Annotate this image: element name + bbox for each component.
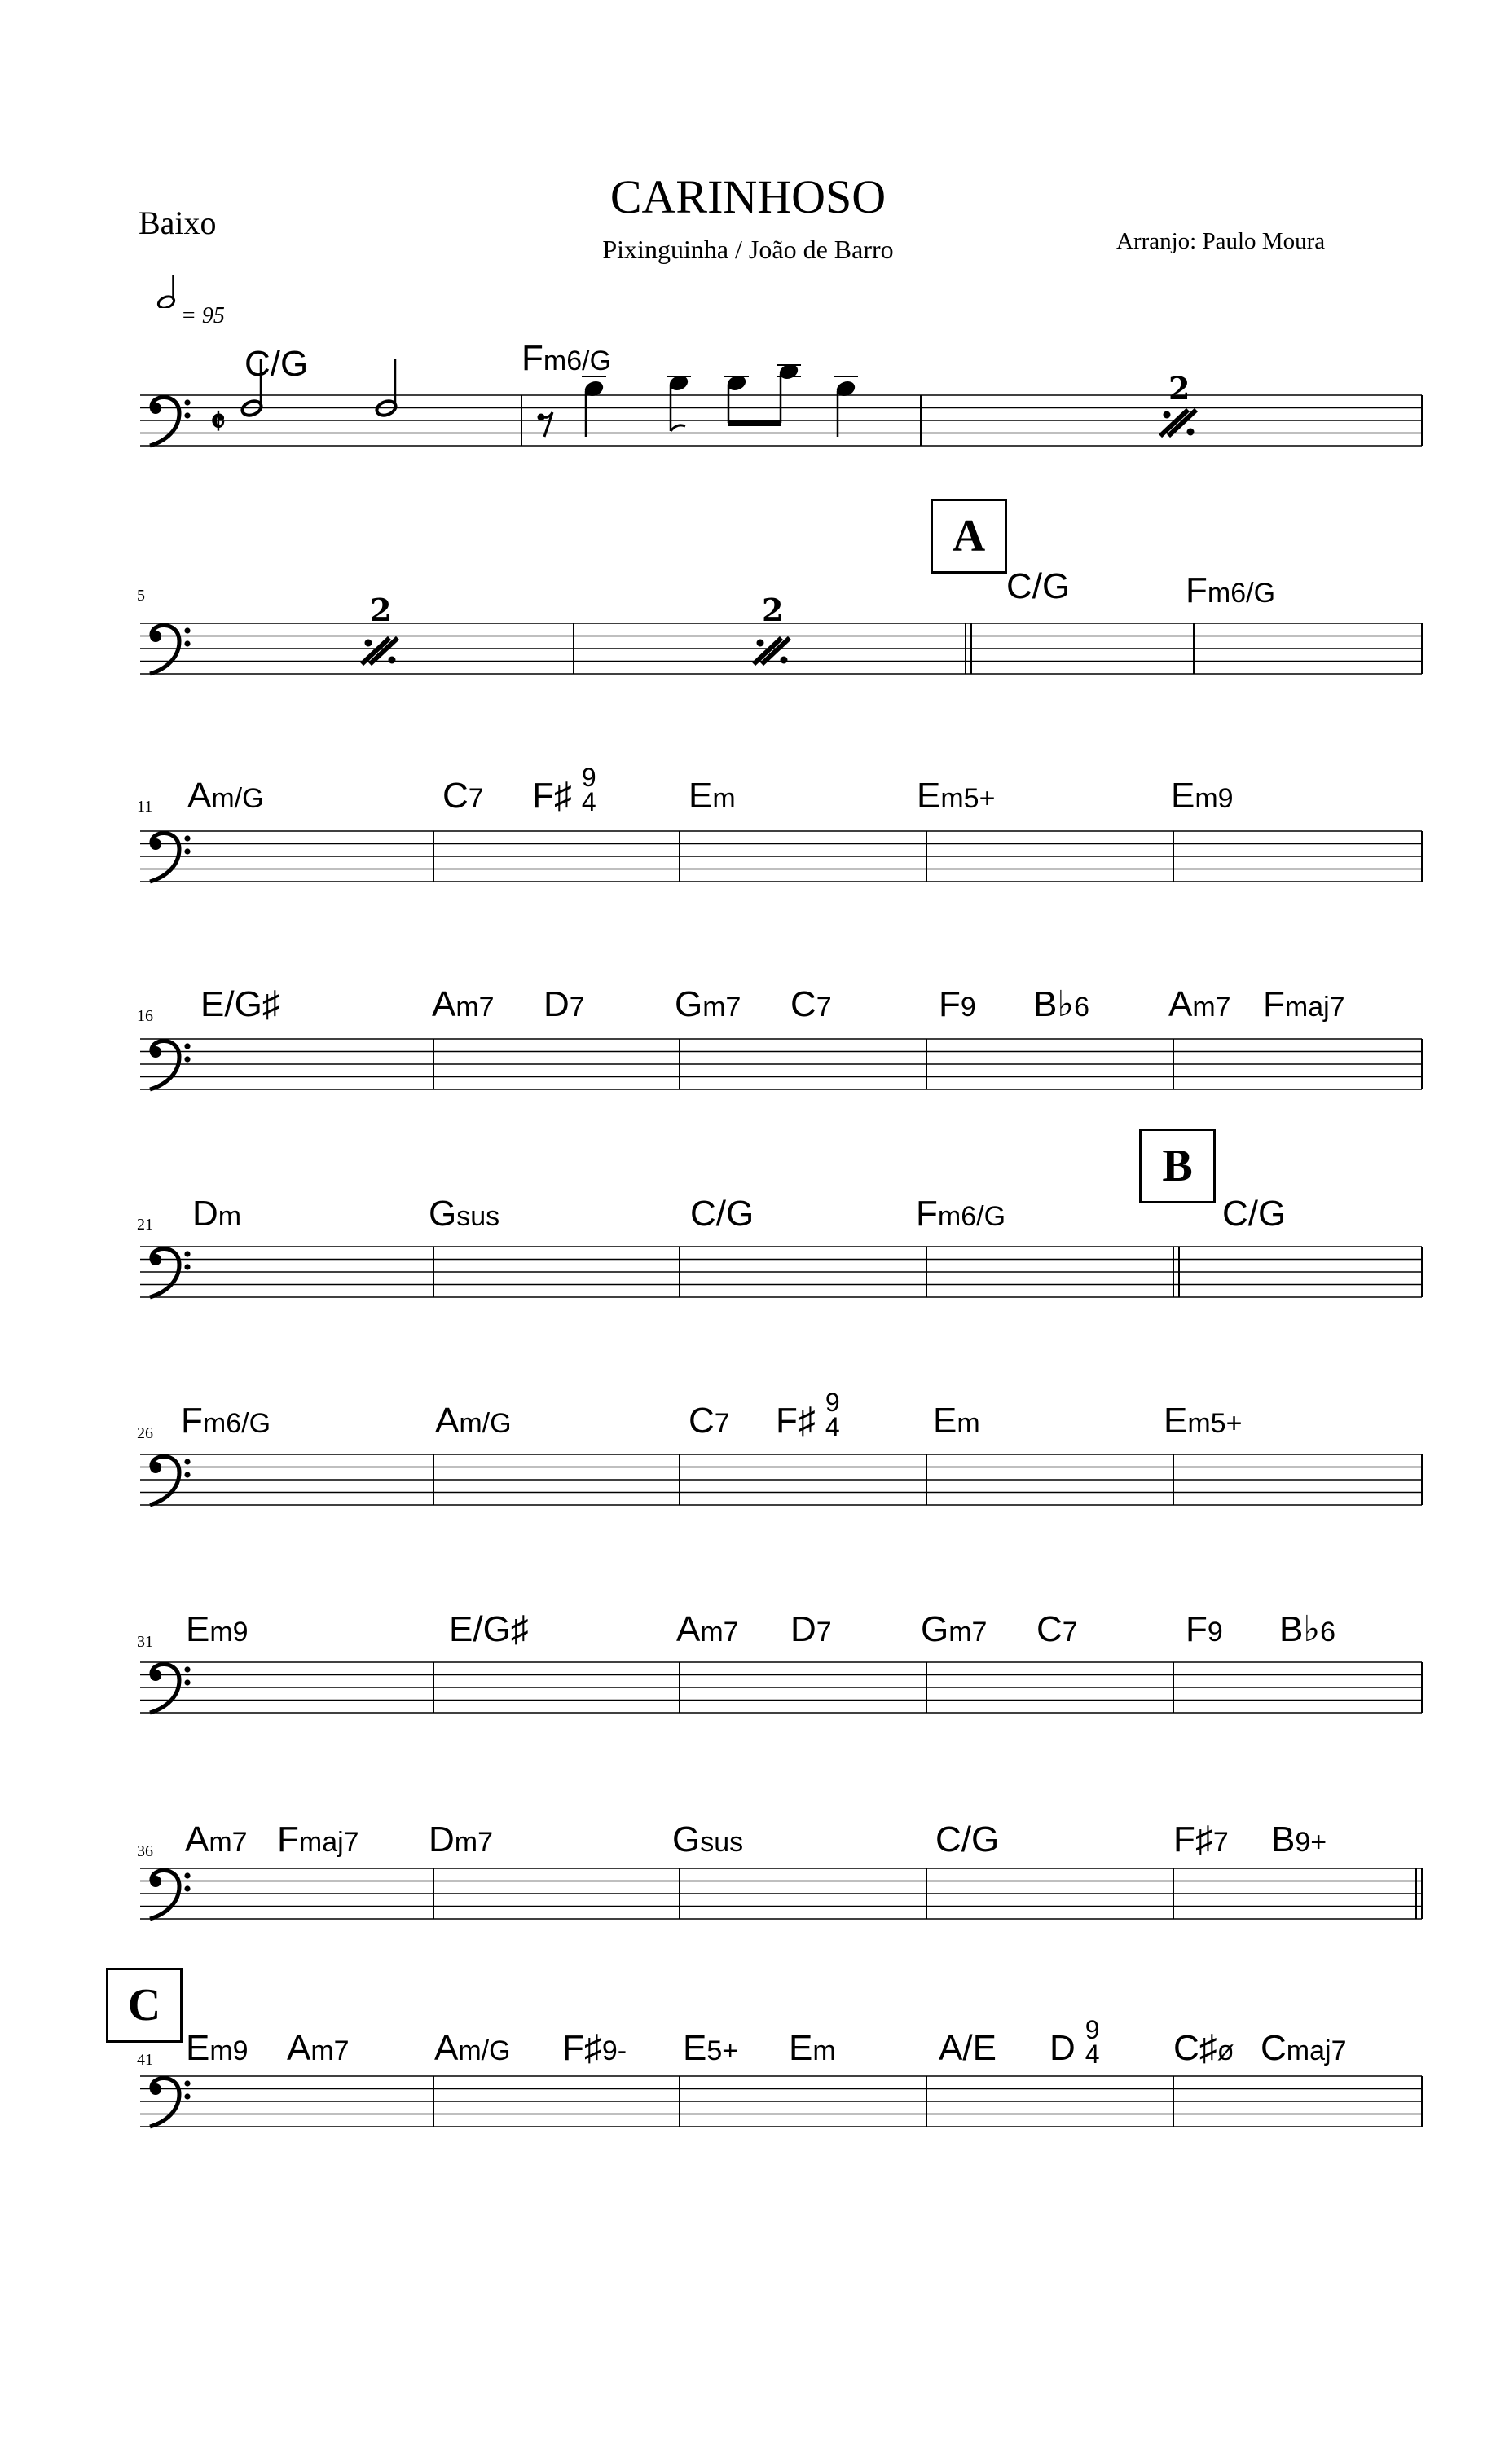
chord-root: F [1186,570,1208,610]
chord-root: A [185,1819,209,1859]
bass-clef [150,1248,191,1297]
bass-clef [150,1041,191,1089]
chord-quality: sus [700,1827,744,1858]
bass-clef [150,397,191,446]
chord-quality: m6/G [202,1408,271,1439]
chord-root: G [675,984,703,1024]
chord-quality: m9 [209,1617,249,1648]
chord-root: C [790,984,816,1024]
bass-clef [150,625,191,674]
chord-quality: m [957,1408,980,1439]
chord-quality: m/G [458,2035,511,2066]
chord-quality: 7 [569,992,585,1023]
chord-root: C [1261,2028,1287,2068]
bass-clef [150,1456,191,1505]
chord-quality: 7 [468,783,484,814]
chord-root: F♯ [1173,1819,1213,1859]
bass-clef [150,833,191,882]
chord-quality: 9 [1207,1617,1223,1648]
chord-root: E [1171,776,1195,816]
chord-root: E [789,2028,813,2068]
chord-quality: m [218,1201,242,1232]
chord-root: C [689,1401,715,1441]
chord-root: F [277,1819,299,1859]
chord-quality: m [712,783,736,814]
chord-root: E [449,1609,473,1649]
chord-root: A [432,984,456,1024]
bass-clefs [150,397,191,2127]
chord-quality: m9 [1195,783,1234,814]
repeat-count: 2 [1168,370,1190,407]
measure-number: 26 [137,1424,153,1442]
bass-clef [150,2078,191,2127]
bass-clef [150,1664,191,1713]
chord-root: C [442,776,469,816]
chord-quality: /G [1032,566,1071,606]
chord-root: E [186,1609,210,1649]
chord-root: F [521,338,543,378]
measure-number: 11 [137,798,153,816]
chord-root: A [435,1401,460,1441]
chord-quality: m/G [459,1408,512,1439]
chord-root: E [689,776,713,816]
repeat-count: 2 [762,592,784,628]
composers: Pixinguinha / João de Barro [602,235,894,264]
chord-quality: m5+ [940,783,996,814]
measure-repeat-1 [1160,410,1196,436]
chord-quality: m6/G [1207,578,1276,609]
chord-quality: /G [1247,1194,1287,1234]
chord-root: C [690,1194,716,1234]
chord-quality: m7 [700,1617,739,1648]
chord-quality: 9+ [1295,1827,1327,1858]
chord-root: E [933,1401,957,1441]
chord-root: C [935,1819,961,1859]
measure-number: 31 [137,1633,153,1651]
chord-quality: sus [456,1201,500,1232]
notes [240,359,858,437]
chord-root: A [187,776,212,816]
chord-quality: m7 [1192,992,1231,1023]
chord-root: F♯ [532,776,572,816]
chord-root: G [429,1194,457,1234]
chord-quality: m7 [702,992,741,1023]
chord-root: D [1049,2028,1076,2068]
measure-number: 21 [137,1216,153,1234]
chord-quality: m/G [211,783,264,814]
measure-repeat-3 [754,638,790,664]
chord-root: A [434,2028,459,2068]
chord-root: F [916,1194,938,1234]
chord-quality: /G [715,1194,755,1234]
chord-quality: /G♯ [473,1609,529,1649]
chord-root: F♯ [776,1401,816,1441]
chord-root: D [790,1609,816,1649]
chord-root: E [186,2028,210,2068]
chord-quality: maj7 [1284,992,1345,1023]
chord-quality: 6 [1320,1617,1336,1648]
rehearsal-mark-c: C [106,1968,183,2043]
chord-quality: 6 [1074,992,1090,1023]
chord-stacked-tension: 9 4 [1085,2015,1100,2069]
chord-root: E [200,984,225,1024]
chord-root: D [543,984,570,1024]
chord-root: C♯ [1173,2028,1217,2068]
staff-systems [140,395,1422,2127]
chord-quality: m7 [454,1827,494,1858]
arranger: Arranjo: Paulo Moura [1116,228,1326,254]
chord-stacked-tension: 9 4 [825,1388,840,1441]
measure-repeat-2 [362,638,398,664]
rehearsal-mark-a: A [931,499,1007,574]
chord-quality: 7 [1062,1617,1078,1648]
chord-quality: 7 [816,1617,832,1648]
chord-quality: m [812,2035,836,2066]
chord-quality: m7 [209,1827,248,1858]
chord-quality: m5+ [1187,1408,1243,1439]
chord-root: F♯ [562,2028,602,2068]
chord-quality: maj7 [298,1827,359,1858]
chord-quality: 9 [960,992,976,1023]
rehearsal-mark-b: B [1139,1129,1216,1203]
chord-quality: 7 [1212,1827,1229,1858]
song-title: CARINHOSO [609,170,887,223]
barlines [433,395,1422,2127]
chord-quality: /E [962,2028,997,2068]
measure-number: 41 [137,2051,153,2069]
chord-quality: 7 [714,1408,730,1439]
chord-root: C [1222,1194,1248,1234]
chord-quality: m7 [310,2035,350,2066]
chord-quality: 5+ [706,2035,739,2066]
chord-quality: m6/G [543,345,612,376]
chord-stacked-tension: 9 4 [581,763,596,816]
chord-root: C [1036,1609,1063,1649]
chord-quality: maj7 [1286,2035,1347,2066]
chord-root: A [676,1609,701,1649]
chord-root: G [672,1819,701,1859]
chord-root: C [1006,566,1032,606]
chord-quality: m6/G [937,1201,1006,1232]
chord-root: A [1168,984,1193,1024]
chord-quality: m9 [209,2035,249,2066]
chord-quality: ø [1217,2035,1234,2066]
chord-root: A [287,2028,311,2068]
chord-root: C [244,344,271,384]
chord-quality: /G♯ [224,984,280,1024]
chord-root: G [921,1609,949,1649]
measure-number: 5 [137,587,145,605]
chord-root: F [1263,984,1285,1024]
chord-root: E [917,776,941,816]
chord-quality: m7 [948,1617,988,1648]
chord-root: A [939,2028,963,2068]
cut-time-signature: 𝄵 [210,402,226,442]
chord-root: F [1186,1609,1208,1649]
repeat-count: 2 [370,592,392,628]
measure-number: 36 [137,1842,153,1860]
tempo-value: = 95 [181,303,225,328]
chord-root: B♭ [1033,984,1075,1024]
chord-root: E [683,2028,707,2068]
chord-root: F [939,984,961,1024]
chord-root: F [181,1401,203,1441]
chord-quality: 9- [601,2035,627,2066]
bass-clef [150,1870,191,1919]
chord-root: D [192,1194,218,1234]
chord-root: D [429,1819,455,1859]
chord-quality: /G [961,1819,1000,1859]
chord-root: B♭ [1279,1609,1321,1649]
chord-root: E [1164,1401,1188,1441]
chord-quality: 7 [816,992,832,1023]
measure-number: 16 [137,1007,153,1025]
chord-quality: m7 [455,992,495,1023]
chord-root: B [1271,1819,1296,1859]
instrument-name: Baixo [139,205,217,241]
chord-quality: /G [270,344,309,384]
